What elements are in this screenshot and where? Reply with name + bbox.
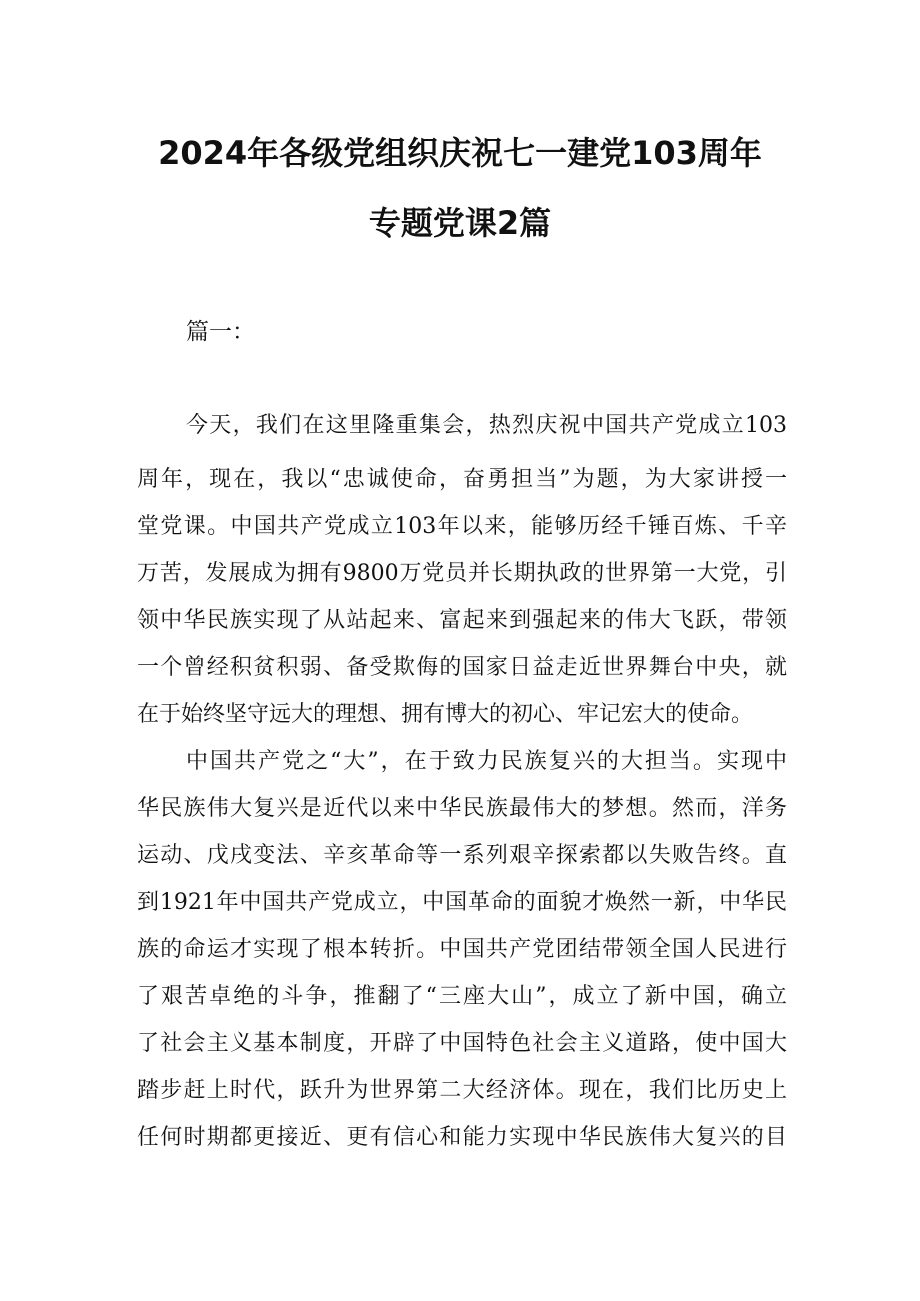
paragraph-1-line-3: 堂党课。中国共产党成立103年以来，能够历经千锤百炼、千辛 [137,514,787,539]
paragraph-2-line-4: 到1921年中国共产党成立，中国革命的面貌才焕然一新，中华民 [137,890,787,915]
paragraph-1-line-4: 万苦，发展成为拥有9800万党员并长期执政的世界第一大党，引 [137,561,787,586]
paragraph-1-line-6: 一个曾经积贫积弱、备受欺侮的国家日益走近世界舞台中央，就 [137,655,787,680]
paragraph-2-line-9: 任何时期都更接近、更有信心和能力实现中华民族伟大复兴的目 [137,1125,787,1150]
paragraph-2-line-6: 了艰苦卓绝的斗争，推翻了“三座大山”，成立了新中国，确立 [137,984,787,1009]
document-title-line-1: 2024年各级党组织庆祝七一建党103周年 [158,134,762,172]
paragraph-2-line-3: 运动、戊戌变法、辛亥革命等一系列艰辛探索都以失败告终。直 [137,843,787,868]
paragraph-2-line-1: 中国共产党之“大”，在于致力民族复兴的大担当。实现中 [186,749,787,774]
section-label: 篇一： [186,319,255,345]
paragraph-1-line-2: 周年，现在，我以“忠诚使命，奋勇担当”为题，为大家讲授一 [137,467,787,492]
paragraph-2-line-7: 了社会主义基本制度，开辟了中国特色社会主义道路，使中国大 [137,1031,787,1056]
paragraph-1-line-5: 领中华民族实现了从站起来、富起来到强起来的伟大飞跃，带领 [137,608,787,633]
paragraph-1-line-7: 在于始终坚守远大的理想、拥有博大的初心、牢记宏大的使命。 [137,702,754,727]
paragraph-2-line-8: 踏步赶上时代，跃升为世界第二大经济体。现在，我们比历史上 [137,1078,787,1103]
document-title-line-2: 专题党课2篇 [368,204,552,242]
paragraph-2-line-5: 族的命运才实现了根本转折。中国共产党团结带领全国人民进行 [137,937,787,962]
paragraph-1-line-1: 今天，我们在这里隆重集会，热烈庆祝中国共产党成立103 [186,413,787,438]
paragraph-2-line-2: 华民族伟大复兴是近代以来中华民族最伟大的梦想。然而，洋务 [137,796,787,821]
